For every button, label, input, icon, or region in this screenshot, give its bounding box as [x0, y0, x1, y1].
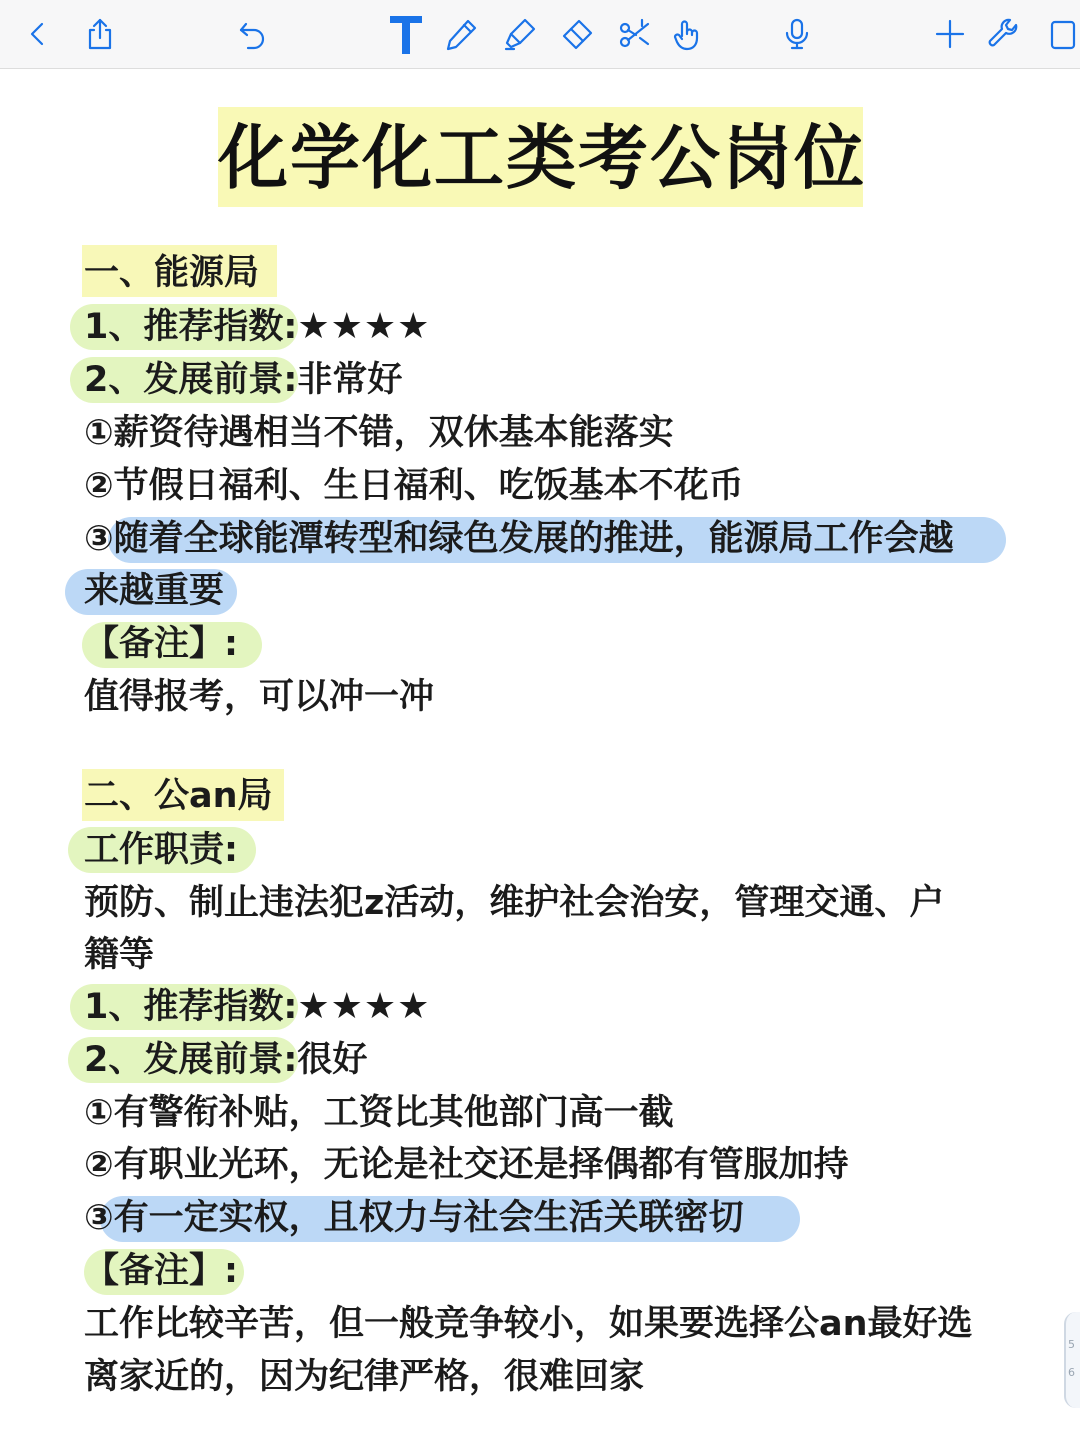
- note-text: 工作比较辛苦，但一般竞争较小，如果要选择公an最好选: [84, 1304, 973, 1344]
- pen-icon[interactable]: [440, 12, 484, 56]
- section-heading: 二、公an局: [84, 776, 273, 816]
- page-scroll-indicator[interactable]: [1064, 1312, 1080, 1408]
- note-label: 【备注】:: [84, 1251, 238, 1291]
- point-item: ②有职业光环，无论是社交还是择偶都有管服加持: [84, 1145, 849, 1185]
- text-tool-icon[interactable]: [384, 12, 428, 56]
- prospect-value: 非常好: [297, 360, 403, 400]
- rating-stars: ★★★★: [297, 306, 431, 347]
- page-title: 化学化工类考公岗位: [218, 117, 866, 199]
- rating-stars: ★★★★: [297, 986, 431, 1027]
- prospect-label: 2、发展前景:: [84, 1040, 298, 1080]
- rating-label: 1、推荐指数:: [84, 307, 298, 347]
- rating-row: [84, 303, 430, 351]
- note-text: 值得报考，可以冲一冲: [84, 677, 435, 717]
- point-item: ③有一定实权，且权力与社会生活关联密切: [84, 1198, 744, 1238]
- prospect-label: 2、发展前景:: [84, 360, 298, 400]
- rating-label: 1、推荐指数:: [84, 987, 298, 1027]
- share-icon[interactable]: [78, 12, 122, 56]
- prospect-row: [84, 356, 402, 404]
- scroll-page-label: 6: [1068, 1366, 1075, 1379]
- eraser-icon[interactable]: [555, 12, 599, 56]
- note-page: [0, 69, 1080, 1440]
- title-highlight: [218, 107, 866, 207]
- add-icon[interactable]: [928, 12, 972, 56]
- rating-row: [84, 983, 430, 1031]
- point-item: ③随着全球能潭转型和绿色发展的推进，能源局工作会越: [84, 519, 954, 559]
- note-text-continued: 离家近的，因为纪律严格，很难回家: [84, 1357, 645, 1397]
- note-label: 【备注】:: [84, 624, 238, 664]
- back-icon[interactable]: [16, 12, 60, 56]
- prospect-row: [84, 1036, 367, 1084]
- hand-touch-icon[interactable]: [666, 12, 710, 56]
- point-item: ②节假日福利、生日福利、吃饭基本不花币: [84, 466, 744, 506]
- page-icon[interactable]: [1040, 12, 1080, 56]
- wrench-icon[interactable]: [982, 12, 1026, 56]
- duty-text: 预防、制止违法犯z活动，维护社会治安，管理交通、户: [84, 883, 945, 923]
- point-item: ①有警衔补贴，工资比其他部门高一截: [84, 1093, 674, 1133]
- duty-label: 工作职责:: [84, 830, 238, 870]
- point-item: ①薪资待遇相当不错，双休基本能落实: [84, 413, 674, 453]
- scroll-page-label: 5: [1068, 1338, 1075, 1351]
- microphone-icon[interactable]: [775, 12, 819, 56]
- highlighter-icon[interactable]: [498, 12, 542, 56]
- duty-text-continued: 籍等: [84, 935, 155, 975]
- undo-icon[interactable]: [230, 12, 274, 56]
- lasso-icon[interactable]: [612, 12, 656, 56]
- toolbar: [0, 0, 1080, 69]
- prospect-value: 很好: [297, 1040, 368, 1080]
- section-heading: 一、能源局: [84, 253, 260, 293]
- point-item-continued: 来越重要: [84, 571, 225, 611]
